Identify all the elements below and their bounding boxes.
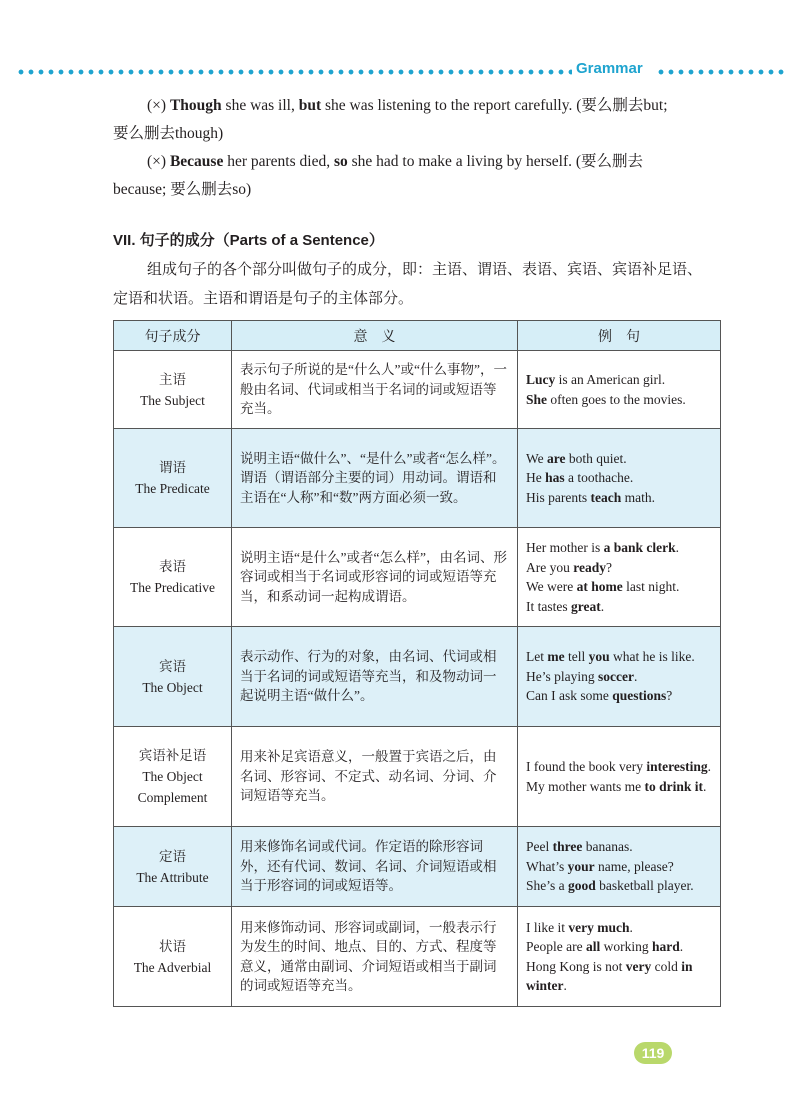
text-run: She xyxy=(526,391,548,407)
cell-examples xyxy=(518,827,721,907)
text-run: 要么删去though) xyxy=(113,125,224,142)
cell-meaning: 说明主语“做什么”、“是什么”或者“怎么样”。谓语（谓语部分主要的词）用动词。谓语和主语在“人称”和“数”两方面必须一致。 xyxy=(232,429,518,528)
text-run: . xyxy=(707,759,711,774)
header-dots-right xyxy=(656,69,786,75)
text-run: working xyxy=(600,939,652,954)
header-dots-left xyxy=(16,69,572,75)
text-run: We were xyxy=(526,579,577,594)
text-run: because; 要么删去so) xyxy=(113,181,252,198)
example-sentence xyxy=(526,647,712,667)
part-name-line: 表语 xyxy=(159,559,186,574)
text-run: to drink it xyxy=(644,778,703,794)
part-name-line: The Predicate xyxy=(135,481,210,496)
table-row xyxy=(114,351,721,429)
part-name-line: The Object xyxy=(142,769,203,784)
text-run: Her mother is xyxy=(526,540,604,555)
text-run: Can I ask some xyxy=(526,688,613,704)
example-sentence xyxy=(526,757,712,777)
part-name-line: The Predicative xyxy=(129,580,216,595)
example-sentence xyxy=(526,488,712,508)
text-run: I like it xyxy=(526,919,569,935)
table-row xyxy=(114,429,721,528)
example-sentence xyxy=(526,449,712,469)
text-run: name, please? xyxy=(594,858,674,874)
text-run: I found the book very xyxy=(526,759,647,774)
text-run: you xyxy=(588,649,610,665)
part-name-line: 主语 xyxy=(159,371,186,387)
text-run: very xyxy=(625,958,652,974)
text-run: . xyxy=(600,598,605,614)
cell-examples xyxy=(518,528,721,627)
text-run: both quiet. xyxy=(565,450,627,466)
text-run: . xyxy=(629,919,633,935)
header-meaning: 意 义 xyxy=(232,321,518,351)
header-title: Grammar xyxy=(576,60,643,77)
example-sentence xyxy=(526,577,712,597)
text-run: tell xyxy=(564,649,589,665)
cell-examples xyxy=(518,351,721,429)
text-run: cold xyxy=(651,958,682,974)
text-run: your xyxy=(567,858,595,874)
text-run: hard xyxy=(652,939,680,954)
text-run: all xyxy=(585,939,601,954)
paragraph-2-line-2 xyxy=(113,176,723,204)
example-sentence xyxy=(526,876,712,896)
example-sentence xyxy=(526,558,712,578)
text-run: ? xyxy=(606,559,612,575)
part-name-line: 状语 xyxy=(159,938,186,954)
example-sentence xyxy=(526,538,712,558)
example-sentence xyxy=(526,937,712,957)
text-run: . xyxy=(633,668,638,684)
text-run: math. xyxy=(621,489,655,505)
cell-sentence-part xyxy=(114,351,232,429)
cell-sentence-part xyxy=(114,727,232,827)
text-run: has xyxy=(545,470,565,486)
text-run: Let xyxy=(526,649,548,665)
text-run: is an American girl. xyxy=(555,372,666,387)
text-run: three xyxy=(552,839,583,855)
text-run: (×) xyxy=(147,97,170,114)
header-example: 例 句 xyxy=(518,321,721,351)
example-sentence xyxy=(526,686,712,706)
sentence-parts-table xyxy=(113,320,721,1007)
paragraph-1-line-2 xyxy=(113,120,723,148)
cell-examples xyxy=(518,907,721,1007)
text-run: She’s a xyxy=(526,878,568,894)
text-run: her parents died, xyxy=(223,153,334,170)
text-run: People are xyxy=(526,939,586,954)
example-sentence xyxy=(526,857,712,877)
text-run: are xyxy=(547,450,566,466)
intro-line-2: 定语和状语。主语和谓语是句子的主体部分。 xyxy=(113,291,414,307)
text-run: she was ill, xyxy=(221,97,299,114)
example-sentence xyxy=(526,918,712,938)
intro-line-1: 组成句子的各个部分叫做句子的成分，即：主语、谓语、表语、宾语、宾语补足语、 xyxy=(147,262,703,278)
paragraph-2-line-1 xyxy=(113,148,723,176)
text-run: so xyxy=(333,153,348,170)
text-run: she was listening to the report carefully. (要么删去but; xyxy=(321,97,668,114)
text-run: but xyxy=(298,97,322,114)
cell-meaning: 用来补足宾语意义，一般置于宾语之后，由名词、形容词、不定式、动名词、分词、介词短语等充当。 xyxy=(232,727,518,827)
cell-meaning: 用来修饰名词或代词。作定语的除形容词外，还有代词、数词、名词、介词短语或相当于形容词的词或短语等。 xyxy=(232,827,518,907)
example-sentence xyxy=(526,597,712,617)
table-row xyxy=(114,827,721,907)
text-run: a bank clerk xyxy=(603,540,676,555)
text-run: He’s playing xyxy=(526,668,598,684)
text-run: great xyxy=(571,598,601,614)
table-row xyxy=(114,627,721,727)
text-run: He xyxy=(526,470,546,486)
text-run: Peel xyxy=(526,839,553,855)
text-run: good xyxy=(568,878,596,894)
text-run: she had to make a living by herself. (要么删去 xyxy=(347,153,644,170)
text-run: teach xyxy=(590,489,622,505)
text-run: ? xyxy=(666,688,673,704)
example-sentence xyxy=(526,667,712,687)
text-run: often goes to the movies. xyxy=(547,391,686,407)
text-run: Hong Kong is not xyxy=(526,958,626,974)
text-run: soccer xyxy=(598,668,634,684)
text-run: interesting xyxy=(646,759,708,774)
part-name-line: The Adverbial xyxy=(133,959,212,975)
text-run: questions xyxy=(612,688,667,704)
cell-meaning: 表示句子所说的是“什么人”或“什么事物”，一般由名词、代词或相当于名词的词或短语等充当。 xyxy=(232,351,518,429)
text-run: what he is like. xyxy=(609,649,695,665)
example-paragraph-1 xyxy=(113,92,723,148)
cell-examples xyxy=(518,627,721,727)
text-run: His parents xyxy=(526,489,591,505)
part-name-line: 宾语补足语 xyxy=(138,748,207,763)
text-run: me xyxy=(547,649,565,665)
example-sentence xyxy=(526,777,712,797)
example-sentence xyxy=(526,390,712,410)
part-name-line: The Attribute xyxy=(136,869,209,885)
part-name-line: The Subject xyxy=(140,392,205,408)
text-run: Though xyxy=(169,97,222,114)
text-run: We xyxy=(526,450,548,466)
example-sentence xyxy=(526,370,712,390)
table-row xyxy=(114,907,721,1007)
example-sentence xyxy=(526,468,712,488)
text-run: . xyxy=(563,978,567,993)
section-title: VII. 句子的成分（Parts of a Sentence） xyxy=(113,232,384,249)
part-name-line: The Object xyxy=(142,679,203,695)
table-row xyxy=(114,528,721,627)
text-run: Lucy xyxy=(526,372,556,387)
text-run: . xyxy=(703,778,707,794)
text-run: . xyxy=(679,939,684,954)
cell-examples xyxy=(518,727,721,827)
cell-sentence-part xyxy=(114,429,232,528)
cell-meaning: 用来修饰动词、形容词或副词，一般表示行为发生的时间、地点、目的、方式、程度等意义，通常由副词、介词短语或相当于副词的词或短语等充当。 xyxy=(232,907,518,1007)
cell-meaning: 表示动作、行为的对象，由名词、代词或相当于名词的词或短语等充当，和及物动词一起说明主语“做什么”。 xyxy=(232,627,518,727)
part-name-line: Complement xyxy=(137,790,208,805)
example-sentence xyxy=(526,837,712,857)
text-run: (×) xyxy=(147,153,170,170)
text-run: basketball player. xyxy=(595,878,694,894)
text-run: in winter xyxy=(526,958,693,993)
table-header-row xyxy=(114,321,721,351)
text-run: ready xyxy=(573,559,606,575)
text-run: bananas. xyxy=(582,839,633,855)
text-run: It tastes xyxy=(526,598,571,614)
cell-examples xyxy=(518,429,721,528)
cell-meaning: 说明主语“是什么”或者“怎么样”，由名词、形容词或相当于名词或形容词的词或短语等充当，和系动词一起构成谓语。 xyxy=(232,528,518,627)
cell-sentence-part xyxy=(114,827,232,907)
part-name-line: 谓语 xyxy=(159,460,186,475)
text-run: a toothache. xyxy=(564,470,634,486)
text-run: Are you xyxy=(526,559,574,575)
text-run: . xyxy=(675,540,679,555)
text-run: My mother wants me xyxy=(526,778,645,794)
section-intro xyxy=(113,256,725,314)
page-number-badge: 119 xyxy=(634,1042,672,1064)
text-run: last night. xyxy=(622,579,680,594)
part-name-line: 宾语 xyxy=(159,658,186,674)
cell-sentence-part xyxy=(114,528,232,627)
text-run: at home xyxy=(576,579,623,594)
text-run: Because xyxy=(169,153,224,170)
part-name-line: 定语 xyxy=(159,848,186,864)
cell-sentence-part xyxy=(114,627,232,727)
table-row xyxy=(114,727,721,827)
header-part: 句子成分 xyxy=(114,321,232,351)
paragraph-1-line-1 xyxy=(113,92,723,120)
text-run: What’s xyxy=(526,858,568,874)
example-sentence xyxy=(526,957,712,996)
text-run: very much xyxy=(568,919,630,935)
cell-sentence-part xyxy=(114,907,232,1007)
example-paragraph-2 xyxy=(113,148,723,204)
